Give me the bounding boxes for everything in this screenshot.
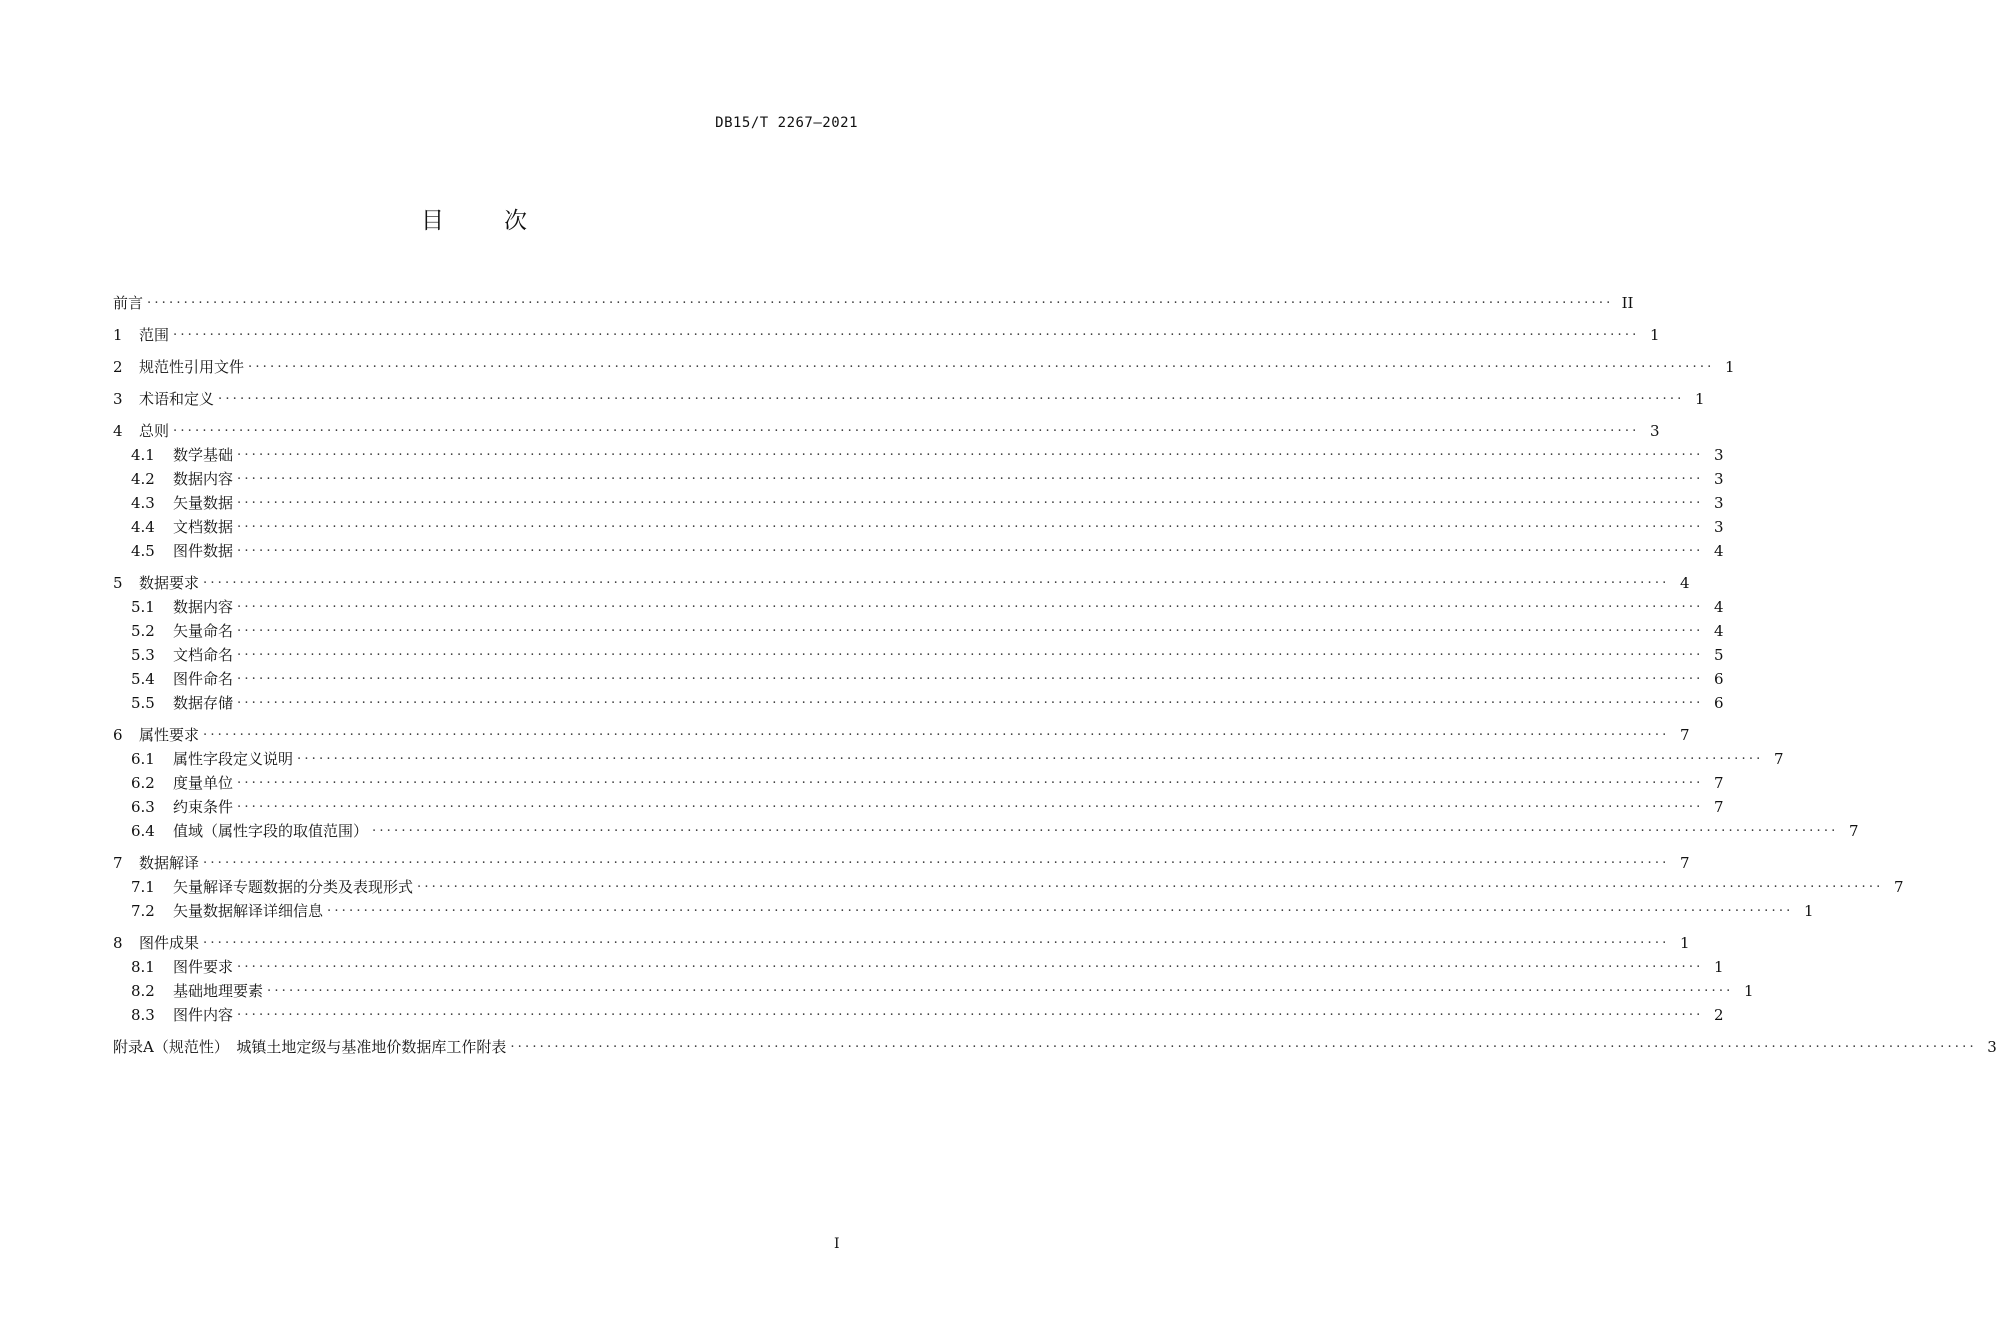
toc-entry[interactable] [113,592,1724,616]
toc-entry-page: 7 [1679,854,1690,872]
toc-leader-dots: ........................................................................................................................................................................................................ [237,468,1704,483]
toc-leader-dots: ........................................................................................................................................................................................................ [237,1004,1704,1019]
toc-entry-label: 数据解译 [139,854,200,872]
page-title [0,202,950,235]
toc-entry-label: 范围 [139,326,170,344]
toc-entry-label: 矢量命名 [173,622,234,640]
toc-entry-number: 7 [113,854,123,872]
toc-entry[interactable] [113,440,1724,464]
toc-leader-dots: ........................................................................................................................................................................................................ [203,572,1670,587]
toc-entry-page: 1 [1679,934,1690,952]
toc-entry[interactable] [113,768,1724,792]
toc-entry-number: 8 [113,934,123,952]
toc-entry-label: 矢量数据 [173,494,234,512]
toc-entry-label: 值域（属性字段的取值范围） [173,822,369,840]
toc-leader-dots: ........................................................................................................................................................................................................ [327,900,1794,915]
toc-leader-dots: ........................................................................................................................................................................................................ [237,796,1704,811]
toc-entry-page: 3 [1649,422,1660,440]
toc-entry-label: 数据要求 [139,574,200,592]
toc-leader-dots: ........................................................................................................................................................................................................ [248,356,1715,371]
toc-entry-number: 5.5 [131,694,155,712]
toc-entry-number: 6.2 [131,774,155,792]
toc-leader-dots: ........................................................................................................................................................................................................ [173,324,1640,339]
toc-entry-page: 3 [1713,494,1724,512]
toc-entry-page: 7 [1713,774,1724,792]
toc-entry[interactable] [113,664,1724,688]
toc-entry[interactable] [113,288,1634,312]
toc-entry-number: 8.1 [131,958,155,976]
toc-entry-label: 基础地理要素 [173,982,264,1000]
toc-leader-dots: ........................................................................................................................................................................................................ [218,388,1685,403]
toc-leader-dots: ........................................................................................................................................................................................................ [203,724,1670,739]
toc-leader-dots: ........................................................................................................................................................................................................ [237,668,1704,683]
toc-entry-label: 属性字段定义说明 [173,750,294,768]
toc-entry[interactable] [113,616,1724,640]
toc-entry-label: 术语和定义 [139,390,215,408]
toc-entry[interactable] [113,1000,1724,1024]
toc-leader-dots: ........................................................................................................................................................................................................ [237,540,1704,555]
toc-entry[interactable] [113,928,1690,952]
toc-entry-label: 图件数据 [173,542,234,560]
toc-entry-label: 矢量解译专题数据的分类及表现形式 [173,878,414,896]
toc-entry-number: 4 [113,422,123,440]
toc-entry[interactable] [113,872,1904,896]
toc-entry[interactable] [113,816,1859,840]
toc-entry[interactable] [113,568,1690,592]
toc-entry-page: 1 [1803,902,1814,920]
toc-entry-label: 数据内容 [173,598,234,616]
toc-entry-label: 总则 [139,422,170,440]
toc-entry-number: 8.2 [131,982,155,1000]
toc-entry-number: 6.4 [131,822,155,840]
toc-entry-page: 3 [1713,446,1724,464]
toc-entry-page: 4 [1713,542,1724,560]
toc-entry-number: 4.2 [131,470,155,488]
toc-entry-number: 6.1 [131,750,155,768]
toc-entry-page: 1 [1713,958,1724,976]
toc-entry-page: 3 [1987,1038,1997,1056]
toc-entry-page: 4 [1713,622,1724,640]
toc-entry-label: 图件命名 [173,670,234,688]
toc-entry[interactable] [113,792,1724,816]
toc-entry-page: 3 [1713,518,1724,536]
toc-leader-dots: ........................................................................................................................................................................................................ [203,852,1670,867]
toc-entry[interactable] [113,320,1660,344]
toc-entry-number: 2 [113,358,123,376]
toc-leader-dots: ........................................................................................................................................................................................................ [203,932,1670,947]
toc-entry-page: 7 [1679,726,1690,744]
toc-entry[interactable] [113,976,1754,1000]
toc-entry-number: 6 [113,726,123,744]
toc-entry-number: 5.3 [131,646,155,664]
toc-entry-number: 3 [113,390,123,408]
toc-leader-dots: ........................................................................................................................................................................................................ [237,692,1704,707]
toc-entry-page: 7 [1773,750,1784,768]
toc-entry-label: 规范性引用文件 [139,358,245,376]
toc-entry[interactable] [113,1032,1997,1056]
toc-entry[interactable] [113,744,1784,768]
toc-leader-dots: ........................................................................................................................................................................................................ [417,876,1884,891]
toc-leader-dots: ........................................................................................................................................................................................................ [267,980,1734,995]
table-of-contents [113,288,1997,1056]
toc-leader-dots: ........................................................................................................................................................................................................ [237,956,1704,971]
toc-entry-number: 7.1 [131,878,155,896]
toc-entry-page: 3 [1713,470,1724,488]
toc-entry-page: 1 [1649,326,1660,344]
toc-entry-page: II [1621,294,1634,312]
toc-entry-number: 5.4 [131,670,155,688]
toc-entry-label: 约束条件 [173,798,234,816]
title-char-1: 目 [421,208,446,234]
toc-entry-label: 数学基础 [173,446,234,464]
toc-entry-number: 5.1 [131,598,155,616]
toc-leader-dots: ........................................................................................................................................................................................................ [237,596,1704,611]
toc-entry-page: 1 [1694,390,1705,408]
toc-entry-label: 图件成果 [139,934,200,952]
toc-entry[interactable] [113,848,1690,872]
toc-leader-dots: ........................................................................................................................................................................................................ [173,420,1640,435]
toc-leader-dots: ........................................................................................................................................................................................................ [237,492,1704,507]
toc-entry-number: 5 [113,574,123,592]
toc-leader-dots: ........................................................................................................................................................................................................ [297,748,1764,763]
toc-entry-page: 6 [1713,694,1724,712]
document-code: DB15/T 2267—2021 [715,115,858,131]
toc-entry-number: 4.3 [131,494,155,512]
toc-entry-label: 度量单位 [173,774,234,792]
toc-entry-number: 1 [113,326,123,344]
toc-entry-number: 4.1 [131,446,155,464]
toc-entry-page: 7 [1893,878,1904,896]
toc-leader-dots: ........................................................................................................................................................................................................ [237,444,1704,459]
toc-leader-dots: ........................................................................................................................................................................................................ [237,516,1704,531]
toc-entry[interactable] [113,720,1690,744]
toc-entry[interactable] [113,952,1724,976]
toc-entry[interactable] [113,640,1724,664]
toc-entry-label: 数据内容 [173,470,234,488]
toc-entry-page: 6 [1713,670,1724,688]
toc-entry[interactable] [113,688,1724,712]
toc-entry-label: 图件要求 [173,958,234,976]
toc-entry[interactable] [113,512,1724,536]
toc-entry[interactable] [113,488,1724,512]
title-char-2: 次 [504,208,529,234]
toc-entry-label: 数据存储 [173,694,234,712]
toc-entry-page: 1 [1743,982,1754,1000]
toc-entry[interactable] [113,352,1735,376]
footer-page-number: I [834,1236,840,1252]
toc-entry-label: 文档命名 [173,646,234,664]
toc-entry-label: 属性要求 [139,726,200,744]
toc-entry-label: 附录A（规范性） 城镇土地定级与基准地价数据库工作附表 [113,1038,507,1056]
toc-entry-page: 4 [1713,598,1724,616]
toc-leader-dots: ........................................................................................................................................................................................................ [237,620,1704,635]
toc-leader-dots: ........................................................................................................................................................................................................ [372,820,1839,835]
toc-entry-label: 图件内容 [173,1006,234,1024]
toc-entry-number: 4.4 [131,518,155,536]
toc-entry-page: 7 [1713,798,1724,816]
toc-leader-dots: ........................................................................................................................................................................................................ [237,644,1704,659]
toc-entry-page: 2 [1713,1006,1724,1024]
toc-entry[interactable] [113,536,1724,560]
toc-entry-page: 4 [1679,574,1690,592]
toc-leader-dots: ........................................................................................................................................................................................................ [147,292,1614,307]
toc-leader-dots: ........................................................................................................................................................................................................ [510,1036,1977,1051]
toc-entry[interactable] [113,896,1814,920]
toc-entry-label: 矢量数据解译详细信息 [173,902,324,920]
toc-entry-number: 7.2 [131,902,155,920]
toc-entry-number: 6.3 [131,798,155,816]
toc-entry-page: 1 [1724,358,1735,376]
toc-entry-number: 8.3 [131,1006,155,1024]
toc-entry-page: 7 [1848,822,1859,840]
toc-entry-number: 4.5 [131,542,155,560]
toc-entry-label: 前言 [113,294,144,312]
toc-leader-dots: ........................................................................................................................................................................................................ [237,772,1704,787]
toc-entry-label: 文档数据 [173,518,234,536]
toc-entry-number: 5.2 [131,622,155,640]
toc-entry-page: 5 [1713,646,1724,664]
toc-entry[interactable] [113,384,1705,408]
toc-entry[interactable] [113,416,1660,440]
toc-entry[interactable] [113,464,1724,488]
